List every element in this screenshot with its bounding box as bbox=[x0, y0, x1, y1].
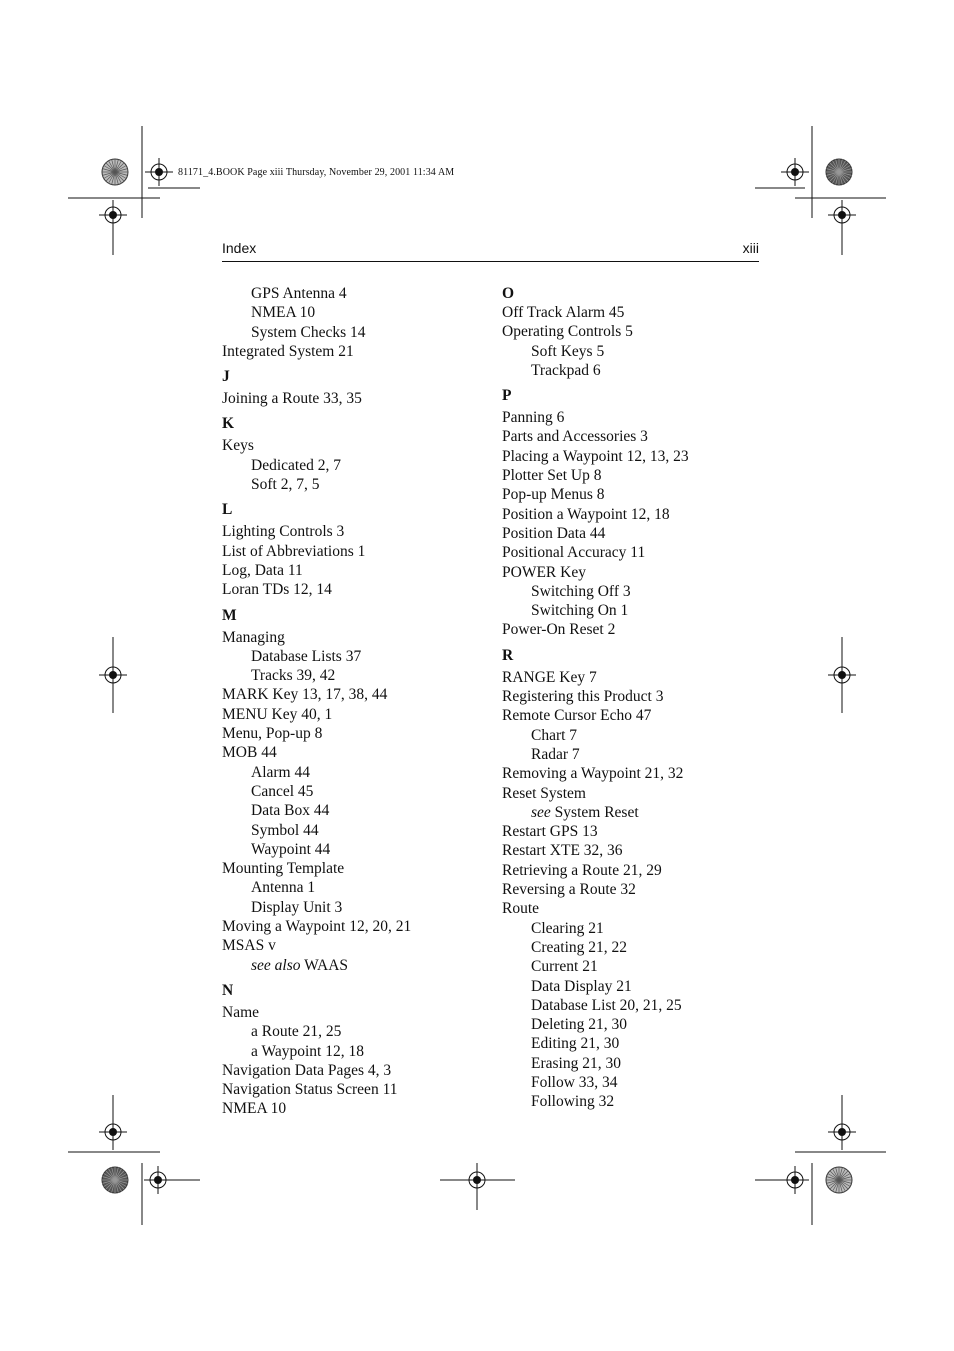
index-entry: Parts and Accessories 3 bbox=[502, 428, 648, 446]
index-letter-heading: P bbox=[502, 387, 512, 405]
index-entry: Operating Controls 5 bbox=[502, 323, 633, 341]
index-subentry: Tracks 39, 42 bbox=[251, 667, 336, 685]
index-subentry: Deleting 21, 30 bbox=[531, 1016, 627, 1034]
index-entry: Keys bbox=[222, 437, 254, 455]
index-entry: Name bbox=[222, 1003, 260, 1021]
index-entry: Registering this Product 3 bbox=[502, 688, 664, 706]
index-entry: Power-On Reset 2 bbox=[502, 621, 616, 639]
index-entry: Positional Accuracy 11 bbox=[502, 544, 646, 562]
index-entry: POWER Key bbox=[502, 563, 586, 581]
index-subentry: Database Lists 37 bbox=[251, 647, 362, 665]
index-subentry: Symbol 44 bbox=[251, 821, 319, 839]
index-entry: Moving a Waypoint 12, 20, 21 bbox=[222, 918, 412, 936]
index-subentry: Cancel 45 bbox=[251, 782, 314, 800]
index-entry: Lighting Controls 3 bbox=[222, 523, 345, 541]
index-entry: List of Abbreviations 1 bbox=[222, 542, 366, 560]
index-entry: Reversing a Route 32 bbox=[502, 881, 636, 899]
index-entry: Restart XTE 32, 36 bbox=[502, 842, 623, 860]
index-entry: MOB 44 bbox=[222, 744, 277, 762]
index-entry: MSAS v bbox=[222, 937, 276, 955]
index-subentry: Antenna 1 bbox=[251, 879, 316, 897]
index-subentry: Data Display 21 bbox=[531, 977, 632, 995]
index-entry: Pop-up Menus 8 bbox=[502, 486, 605, 504]
index-subentry: a Route 21, 25 bbox=[251, 1023, 342, 1041]
index-subentry: Follow 33, 34 bbox=[531, 1073, 618, 1091]
index-entry: Route bbox=[502, 900, 540, 918]
index-entry: Restart GPS 13 bbox=[502, 823, 598, 841]
index-subentry: Dedicated 2, 7 bbox=[251, 456, 341, 474]
index-subentry: Waypoint 44 bbox=[251, 840, 331, 858]
index-subentry: GPS Antenna 4 bbox=[251, 285, 347, 302]
cross-reference-target: System Reset bbox=[550, 803, 639, 821]
index-subentry: Switching Off 3 bbox=[531, 582, 631, 600]
index-subentry: Soft Keys 5 bbox=[531, 342, 605, 360]
index-entry: Joining a Route 33, 35 bbox=[222, 390, 362, 408]
index-subentry: Creating 21, 22 bbox=[531, 938, 627, 956]
index-subentry: Switching On 1 bbox=[531, 602, 629, 620]
index-letter-heading: K bbox=[222, 415, 235, 433]
index-subentry: Erasing 21, 30 bbox=[531, 1054, 621, 1072]
index-entry: Retrieving a Route 21, 29 bbox=[502, 861, 662, 879]
index-subentry: Display Unit 3 bbox=[251, 898, 343, 916]
index-letter-heading: M bbox=[222, 606, 237, 624]
index-entry: MARK Key 13, 17, 38, 44 bbox=[222, 686, 388, 704]
index-letter-heading: J bbox=[222, 368, 230, 386]
index-subentry: Radar 7 bbox=[531, 745, 580, 763]
header-section-title: Index bbox=[222, 240, 257, 256]
index-entry: Navigation Data Pages 4, 3 bbox=[222, 1061, 392, 1079]
index-subentry: Editing 21, 30 bbox=[531, 1035, 620, 1053]
index-subentry: Soft 2, 7, 5 bbox=[251, 476, 320, 494]
print-slug: 81171_4.BOOK Page xiii Thursday, November 29, 2001 11:34 AM bbox=[178, 167, 455, 178]
cross-reference-keyword: see bbox=[531, 803, 551, 821]
index-entry: Log, Data 11 bbox=[222, 561, 303, 579]
index-subentry: Chart 7 bbox=[531, 726, 578, 744]
index-entry: Position a Waypoint 12, 18 bbox=[502, 505, 670, 523]
index-subentry: System Checks 14 bbox=[251, 323, 366, 341]
index-entry: Position Data 44 bbox=[502, 524, 606, 542]
index-entry: Integrated System 21 bbox=[222, 342, 354, 360]
index-entry: Menu, Pop-up 8 bbox=[222, 725, 323, 743]
index-entry: Placing a Waypoint 12, 13, 23 bbox=[502, 447, 689, 465]
index-subentry: Alarm 44 bbox=[251, 763, 310, 781]
cross-reference-keyword: see also bbox=[251, 956, 301, 974]
index-letter-heading: R bbox=[502, 646, 514, 664]
index-entry: Remote Cursor Echo 47 bbox=[502, 707, 652, 725]
index-entry: Mounting Template bbox=[222, 860, 345, 878]
index-subentry: Current 21 bbox=[531, 958, 598, 976]
index-subentry: a Waypoint 12, 18 bbox=[251, 1042, 364, 1060]
index-subentry: Trackpad 6 bbox=[531, 361, 601, 379]
index-subentry: Database List 20, 21, 25 bbox=[531, 996, 682, 1014]
index-letter-heading: N bbox=[222, 981, 234, 999]
index-subentry: NMEA 10 bbox=[251, 304, 316, 322]
index-subentry: Clearing 21 bbox=[531, 919, 604, 937]
index-entry: RANGE Key 7 bbox=[502, 668, 597, 686]
index-subentry: Data Box 44 bbox=[251, 802, 330, 820]
index-entry: Plotter Set Up 8 bbox=[502, 467, 602, 485]
index-entry: Off Track Alarm 45 bbox=[502, 304, 625, 321]
index-letter-heading: L bbox=[222, 501, 233, 519]
index-entry: NMEA 10 bbox=[222, 1100, 287, 1118]
index-entry: Panning 6 bbox=[502, 409, 565, 427]
index-entry: Reset System bbox=[502, 784, 586, 802]
index-entry: Removing a Waypoint 21, 32 bbox=[502, 765, 684, 783]
index-entry: MENU Key 40, 1 bbox=[222, 705, 333, 723]
cross-reference-target: WAAS bbox=[300, 956, 349, 974]
index-letter-heading: O bbox=[502, 285, 515, 302]
header-page-number: xiii bbox=[742, 240, 759, 256]
index-entry: Managing bbox=[222, 628, 285, 646]
index-subentry: Following 32 bbox=[531, 1093, 615, 1111]
index-entry: Loran TDs 12, 14 bbox=[222, 581, 332, 599]
index-entry: Navigation Status Screen 11 bbox=[222, 1081, 398, 1099]
